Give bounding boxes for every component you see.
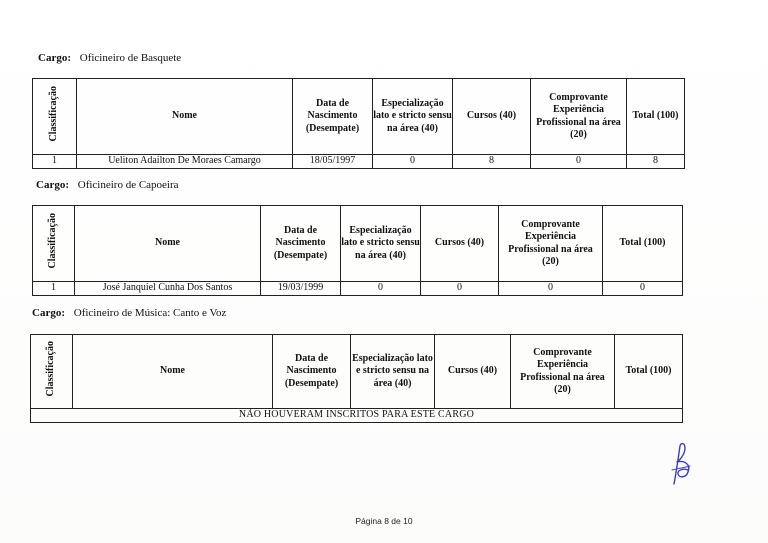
- header-comprovante: Comprovante Experiência Profissional na área (20): [531, 79, 627, 155]
- cell-comprovante: 0: [531, 155, 627, 169]
- cell-classificacao: 1: [33, 282, 75, 296]
- header-data-nascimento: Data de Nascimento (Desempate): [261, 206, 341, 282]
- cargo-label: Cargo:: [36, 179, 69, 191]
- cell-nome: Ueliton Adailton De Moraes Camargo: [77, 155, 293, 169]
- header-classificacao: Classificação: [33, 206, 75, 282]
- cargo-heading: [38, 52, 181, 64]
- cell-data-nascimento: 19/03/1999: [261, 282, 341, 296]
- empty-row: [31, 409, 683, 423]
- header-row: [33, 206, 683, 282]
- table-row: [33, 282, 683, 296]
- header-total: Total (100): [627, 79, 685, 155]
- cell-cursos: 8: [453, 155, 531, 169]
- cargo-label: Cargo:: [32, 307, 65, 319]
- header-especializacao: Especialização lato e stricto sensu na área (40): [341, 206, 421, 282]
- header-nome: Nome: [77, 79, 293, 155]
- cargo-heading: [36, 179, 179, 191]
- results-table: [30, 334, 683, 423]
- table-row: [33, 155, 685, 169]
- handwritten-signature-icon: [664, 440, 698, 488]
- header-classificacao: Classificação: [31, 335, 73, 409]
- cell-especializacao: 0: [373, 155, 453, 169]
- header-row: [33, 79, 685, 155]
- cargo-heading: [32, 307, 226, 319]
- header-cursos: Cursos (40): [453, 79, 531, 155]
- cell-total: 8: [627, 155, 685, 169]
- cargo-name: Oficineiro de Capoeira: [77, 179, 179, 191]
- cargo-name: Oficineiro de Basquete: [79, 52, 182, 64]
- header-especializacao: Especialização lato e stricto sensu na área (40): [351, 335, 435, 409]
- no-candidates-message: NÃO HOUVERAM INSCRITOS PARA ESTE CARGO: [31, 409, 683, 423]
- header-classificacao: Classificação: [33, 79, 77, 155]
- header-comprovante: Comprovante Experiência Profissional na área (20): [499, 206, 603, 282]
- cargo-label: Cargo:: [38, 52, 71, 64]
- header-cursos: Cursos (40): [435, 335, 511, 409]
- cell-total: 0: [603, 282, 683, 296]
- results-table: [32, 205, 683, 296]
- header-data-nascimento: Data de Nascimento (Desempate): [293, 79, 373, 155]
- cargo-name: Oficineiro de Música: Canto e Voz: [73, 307, 227, 319]
- header-total: Total (100): [603, 206, 683, 282]
- header-total: Total (100): [615, 335, 683, 409]
- header-nome: Nome: [75, 206, 261, 282]
- header-cursos: Cursos (40): [421, 206, 499, 282]
- cell-classificacao: 1: [33, 155, 77, 169]
- header-data-nascimento: Data de Nascimento (Desempate): [273, 335, 351, 409]
- cell-comprovante: 0: [499, 282, 603, 296]
- results-table: [32, 78, 685, 169]
- cell-data-nascimento: 18/05/1997: [293, 155, 373, 169]
- page-number: Página 8 de 10: [355, 516, 413, 526]
- header-row: [31, 335, 683, 409]
- cell-cursos: 0: [421, 282, 499, 296]
- cell-especializacao: 0: [341, 282, 421, 296]
- cell-nome: José Janquiel Cunha Dos Santos: [75, 282, 261, 296]
- header-especializacao: Especialização lato e stricto sensu na área (40): [373, 79, 453, 155]
- header-comprovante: Comprovante Experiência Profissional na área (20): [511, 335, 615, 409]
- header-nome: Nome: [73, 335, 273, 409]
